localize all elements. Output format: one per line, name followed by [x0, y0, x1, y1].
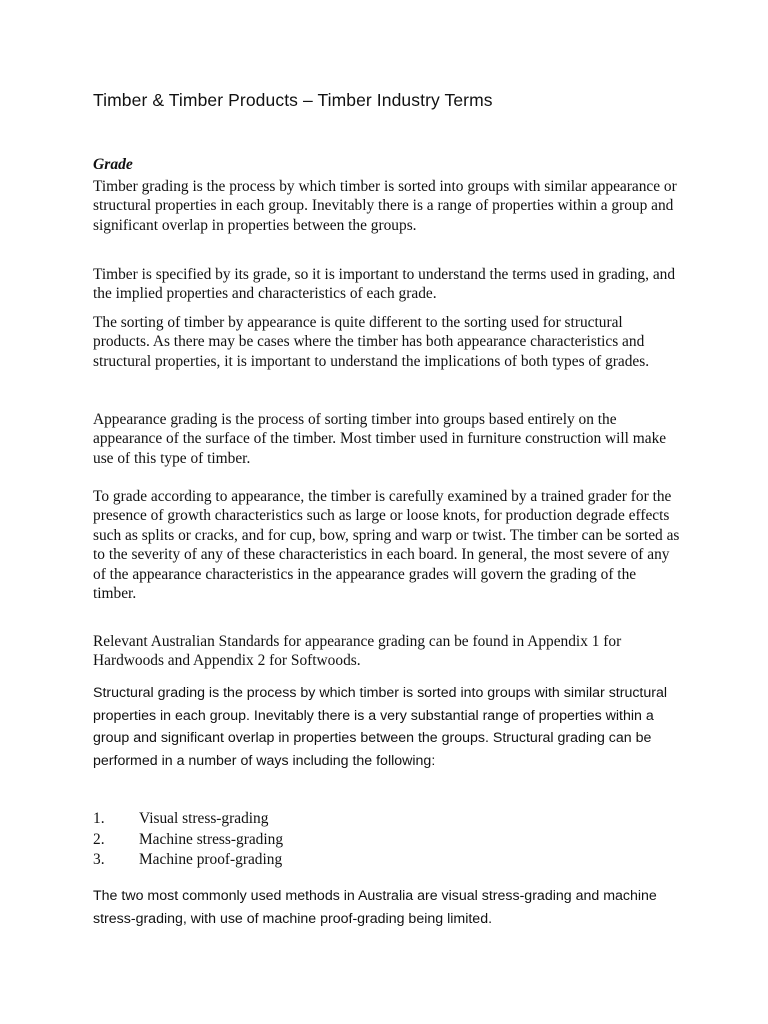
paragraph-australian-standards: Relevant Australian Standards for appearance grading can be found in Appendix 1 for Hardwoods and Appendix 2 for Softwoods.	[93, 633, 622, 670]
list-item-label: Machine proof-grading	[139, 851, 283, 868]
section-heading-grade: Grade	[93, 156, 133, 173]
list-item	[93, 830, 283, 851]
paragraph-common-methods: The two most commonly used methods in Australia are visual stress-grading and machine stress-grading, with use of machine proof-grading being limited.	[93, 888, 657, 927]
list-item-number: 3.	[93, 851, 105, 868]
grading-methods-list	[93, 809, 283, 871]
paragraph-grade-specification: Timber is specified by its grade, so it is important to understand the terms used in grading, and the implied properties and characteristics of each grade.	[93, 266, 676, 303]
list-item-number: 2.	[93, 830, 105, 848]
list-item-label: Visual stress-grading	[139, 810, 269, 827]
list-item	[93, 809, 283, 830]
paragraph-appearance-vs-structural: The sorting of timber by appearance is quite different to the sorting used for structural products. As there may be cases where the timber has both appearance characteristics and structural properties, it is important to understand the implications of both types of grades.	[93, 314, 650, 370]
list-item	[93, 850, 283, 871]
page-title: Timber & Timber Products – Timber Industry Terms	[93, 90, 493, 110]
paragraph-appearance-procedure: To grade according to appearance, the timber is carefully examined by a trained grader for the presence of growth characteristics such as large or loose knots, for production degrade effects such as splits or cracks, and for cup, bow, spring and warp or twist. The timber can be sorted as to the severity of any of these characteristics in each board. In general, the most severe of any of the appearance characteristics in the appearance grades will govern the grading of the timber.	[93, 488, 680, 603]
paragraph-grading-definition: Timber grading is the process by which timber is sorted into groups with similar appearance or structural properties in each group. Inevitably there is a range of properties within a group and significant overlap in properties between the groups.	[93, 178, 677, 234]
paragraph-structural-grading: Structural grading is the process by which timber is sorted into groups with similar structural properties in each group. Inevitably there is a very substantial range of properties within a group and significant overlap in properties between the groups. Structural grading can be performed in a number of ways including the following:	[93, 685, 668, 769]
list-item-number: 1.	[93, 810, 105, 827]
list-item-label: Machine stress-grading	[139, 830, 284, 848]
paragraph-appearance-grading: Appearance grading is the process of sorting timber into groups based entirely on the appearance of the surface of the timber. Most timber used in furniture construction will make use of this type of timber.	[93, 411, 667, 467]
